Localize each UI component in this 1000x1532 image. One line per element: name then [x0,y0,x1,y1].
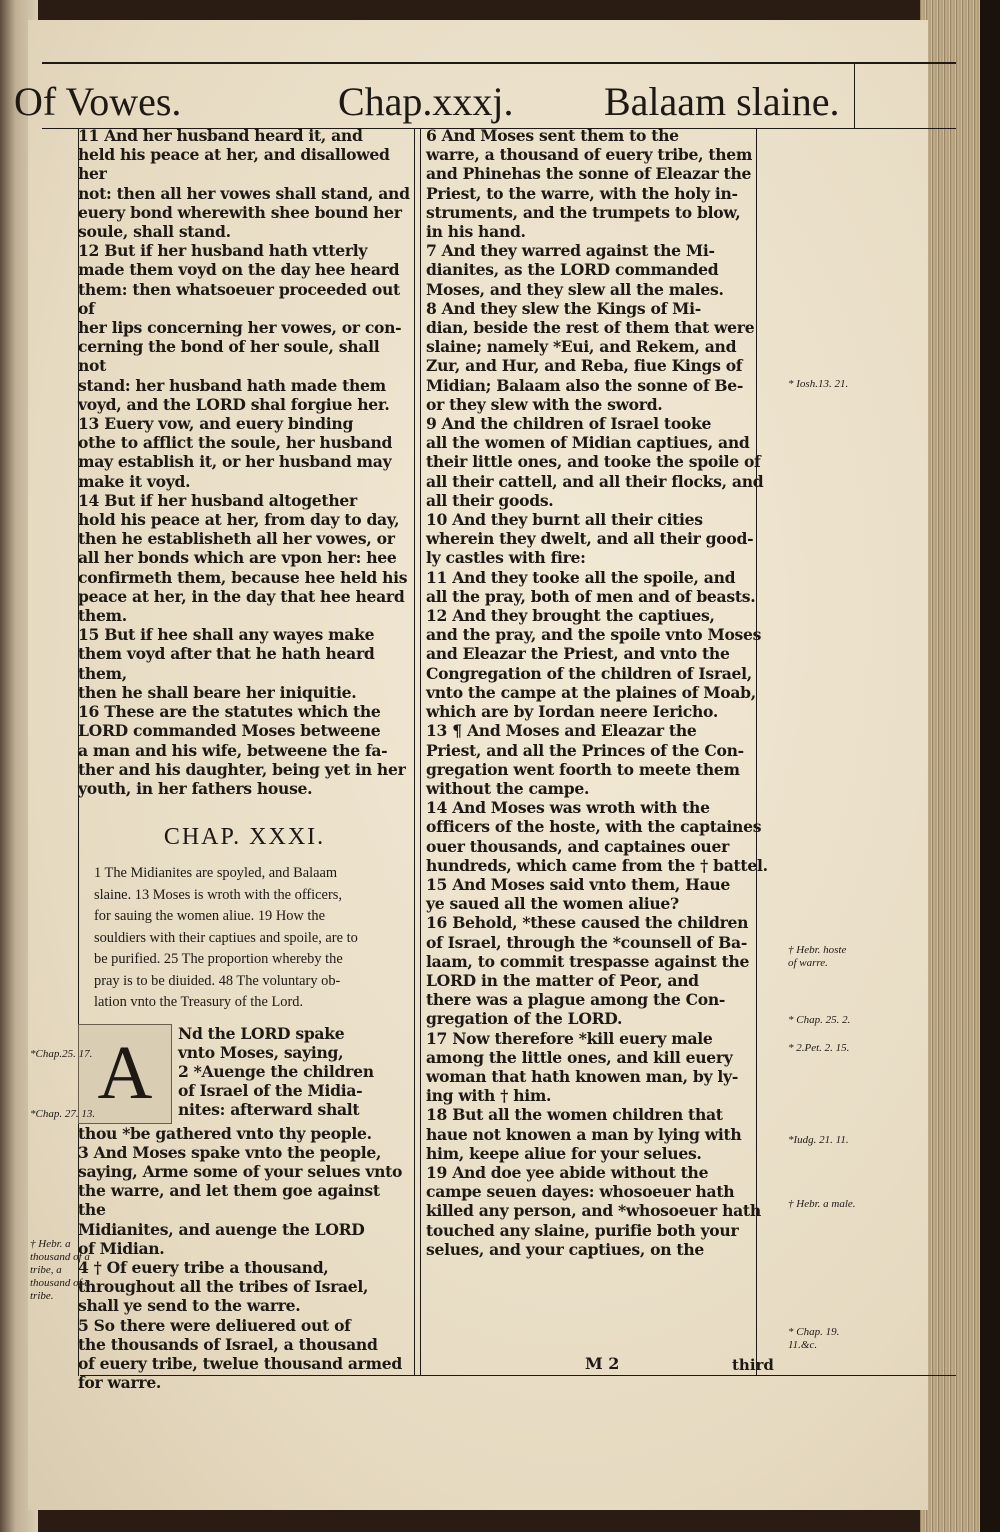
text-line: not: then all her vowes shall stand, and [78,183,410,203]
text-line: of Midian. [78,1238,165,1258]
text-line: wherein they dwelt, and all their good- [426,529,754,549]
text-line: LORD commanded Moses betweene [78,721,381,741]
text-line: ing with † him. [426,1086,552,1106]
text-line: may establish it, or her husband may [78,452,392,472]
signature-mark: M 2 [585,1354,620,1373]
text-line: Midianites, and auenge the LORD [78,1219,365,1239]
text-line: then he establisheth all her vowes, or [78,529,395,549]
column-divider-right [420,128,421,1376]
text-line: 3 And Moses spake vnto the people, [78,1142,382,1162]
text-line: and Phinehas the sonne of Eleazar the [426,164,752,184]
text-line: dianites, as the LORD commanded [426,260,719,280]
text-line: hundreds, which came from the † battel. [426,855,768,875]
text-line: 14 But if her husband altogether [78,490,357,510]
text-line: 12 But if her husband hath vtterly [78,241,368,261]
margin-note-right: † Hebr. hoste of warre. [788,944,847,969]
text-line: of Israel of the Midia- [178,1081,363,1101]
text-line: made them voyd on the day hee heard [78,260,400,280]
text-line: saying, Arme some of your selues vnto [78,1162,403,1182]
text-line: there was a plague among the Con- [426,990,726,1010]
text-line: 19 And doe yee abide without the [426,1162,709,1182]
text-line: cerning the bond of her soule, shall not [78,337,380,376]
text-line: lation vnto the Treasury of the Lord. [94,994,304,1011]
text-line: ther and his daughter, being yet in her [78,759,406,779]
text-line: thou *be gathered vnto thy people. [78,1123,372,1143]
column-divider-left [414,128,415,1376]
text-line: 1 The Midianites are spoyled, and Balaam [94,865,338,882]
text-line: Moses, and they slew all the males. [426,279,724,299]
running-head-center: Chap.xxxj. [338,79,514,124]
text-line: them: then whatsoeuer proceeded out of [78,279,400,318]
margin-note-right: *Iudg. 21. 11. [788,1134,849,1146]
text-line: woman that hath knowen man, by ly- [426,1066,738,1086]
text-line: throughout all the tribes of Israel, [78,1277,369,1297]
header-end-rule [854,62,855,128]
margin-note-right: * Chap. 25. 2. [788,1014,851,1026]
text-line: ly castles with fire: [426,548,586,568]
text-line: and the pray, and the spoile vnto Moses [426,625,762,645]
text-line: their little ones, and tooke the spoile of [426,452,761,472]
text-line: 15 But if hee shall any wayes make [78,625,375,645]
text-line: campe seuen dayes: whosoeuer hath [426,1182,735,1202]
text-line: the thousands of Israel, a thousand [78,1334,378,1354]
text-line: Congregation of the children of Israel, [426,663,752,683]
text-line: 17 Now therefore *kill euery male [426,1028,713,1048]
text-line: LORD in the matter of Peor, and [426,970,699,990]
text-line: Midian; Balaam also the sonne of Be- [426,375,744,395]
text-line: voyd, and the LORD shal forgiue her. [78,394,390,414]
running-head-right: Balaam slaine. [604,79,840,124]
text-line: Priest, to the warre, with the holy in- [426,183,738,203]
catchword: third [732,1356,774,1374]
text-line: vnto Moses, saying, [178,1042,344,1062]
text-line: pray is to be diuided. 48 The voluntary ob- [94,972,341,989]
text-line: the warre, and let them goe against the [78,1181,380,1220]
text-line: slaine; namely *Eui, and Rekem, and [426,337,737,357]
text-line: 11 And her husband heard it, and [78,126,363,145]
text-line: laam, to commit trespasse against the [426,951,750,971]
right-text-column [426,126,776,1259]
text-line: or they slew with the sword. [426,394,663,414]
text-line: dian, beside the rest of them that were [426,318,755,338]
text-line: then he shall beare her iniquitie. [78,682,357,702]
text-line: selues, and your captiues, on the [426,1239,704,1259]
text-line: 9 And the children of Israel tooke [426,414,712,434]
decorated-initial: A [78,1024,172,1124]
text-line: soule, shall stand. [78,222,231,242]
text-line: all their cattell, and all their flocks, and [426,471,764,491]
text-line: struments, and the trumpets to blow, [426,202,741,222]
left-column-verses [78,126,411,798]
text-line: souldiers with their captiues and spoile, are to [94,929,358,946]
margin-note-right: * 2.Pet. 2. 15. [788,1042,850,1054]
text-line: ouer thousands, and captaines ouer [426,836,729,856]
text-line: 4 † Of euery tribe a thousand, [78,1258,329,1278]
text-line: among the little ones, and kill euery [426,1047,733,1067]
text-line: vnto the campe at the plaines of Moab, [426,682,756,702]
text-line: 12 And they brought the captiues, [426,606,715,626]
opening-paragraph [78,1024,411,1124]
text-line: without the campe. [426,778,590,798]
text-line: 14 And Moses was wroth with the [426,798,710,818]
left-column-continuation [78,1124,411,1393]
text-line: 16 These are the statutes which the [78,702,381,722]
text-line: gregation went foorth to meete them [426,759,740,779]
text-line: them. [78,606,127,626]
margin-note-left: † Hebr. a thousand of a tribe, a thousand of a tribe. [30,1238,90,1302]
text-line: Priest, and all the Princes of the Con- [426,740,744,760]
text-line: warre, a thousand of euery tribe, them [426,145,753,165]
text-line: and Eleazar the Priest, and vnto the [426,644,730,664]
text-line: peace at her, in the day that hee heard [78,586,405,606]
text-line: officers of the hoste, with the captaines [426,817,762,837]
text-line: 13 Euery vow, and euery binding [78,414,354,434]
text-line: 5 So there were deliuered out of [78,1315,351,1335]
margin-note-left: *Chap.25. 17. [30,1048,93,1060]
text-line: othe to afflict the soule, her husband [78,433,393,453]
text-line: euery bond wherewith shee bound her [78,202,402,222]
text-line: killed any person, and *whosoeuer hath [426,1201,761,1221]
text-line: all her bonds which are vpon her: hee [78,548,397,568]
text-line: 16 Behold, *these caused the children [426,913,749,933]
margin-note-right: † Hebr. a male. [788,1198,856,1210]
text-line: him, keepe aliue for your selues. [426,1143,702,1163]
chapter-summary [78,863,411,1014]
text-line: for sauing the women aliue. 19 How the [94,908,325,925]
right-column-verses [426,126,776,1259]
text-line: haue not knowen a man by lying with [426,1124,742,1144]
left-text-column [78,126,411,1392]
text-line: 7 And they warred against the Mi- [426,241,715,261]
top-rule [42,62,956,64]
text-line: 2 *Auenge the children [178,1062,374,1082]
text-line: 11 And they tooke all the spoile, and [426,567,736,587]
text-line: be purified. 25 The proportion whereby the [94,951,343,968]
margin-note-left: *Chap. 27. 13. [30,1108,96,1120]
text-line: Zur, and Hur, and Reba, fiue Kings of [426,356,743,376]
margin-note-right: * Chap. 19. 11.&c. [788,1326,840,1351]
text-line: gregation of the LORD. [426,1009,623,1029]
text-line: in his hand. [426,222,526,242]
bottom-rule [80,1375,956,1376]
text-line: touched any slaine, purifie both your [426,1220,739,1240]
text-line: all their goods. [426,490,554,510]
margin-note-right: * Iosh.13. 21. [788,378,849,390]
text-line: shall ye send to the warre. [78,1296,301,1316]
text-line: nites: afterward shalt [178,1100,360,1120]
text-line: 6 And Moses sent them to the [426,126,679,145]
text-line: 15 And Moses said vnto them, Haue [426,874,731,894]
dropcap-lines [178,1024,411,1120]
text-line: of euery tribe, twelue thousand armed [78,1354,402,1374]
text-line: them voyd after that he hath heard them, [78,644,375,683]
text-line: 10 And they burnt all their cities [426,510,703,530]
text-line: make it voyd. [78,471,191,491]
text-line: of Israel, through the *counsell of Ba- [426,932,747,952]
text-line: youth, in her fathers house. [78,778,313,798]
text-line: Nd the LORD spake [178,1023,345,1043]
text-line: ye saued all the women aliue? [426,894,679,914]
text-line: slaine. 13 Moses is wroth with the officers, [94,886,342,903]
text-line: stand: her husband hath made them [78,375,386,395]
text-line: confirmeth them, because hee held his [78,567,408,587]
chapter-heading: CHAP. XXXI. [163,824,326,851]
book-cover-edge [980,0,1000,1532]
running-head-left: Of Vowes. [14,79,182,124]
text-line: a man and his wife, betweene the fa- [78,740,388,760]
text-line: for warre. [78,1373,162,1393]
text-line: 18 But all the women children that [426,1105,723,1125]
text-line: hold his peace at her, from day to day, [78,510,400,530]
text-line: her lips concerning her vowes, or con- [78,318,402,338]
text-line: held his peace at her, and disallowed her [78,145,390,184]
text-line: 13 ¶ And Moses and Eleazar the [426,721,697,741]
text-line: 8 And they slew the Kings of Mi- [426,298,701,318]
text-line: all the women of Midian captiues, and [426,433,750,453]
text-line: all the pray, both of men and of beasts. [426,586,756,606]
text-line: which are by Iordan neere Iericho. [426,702,718,722]
